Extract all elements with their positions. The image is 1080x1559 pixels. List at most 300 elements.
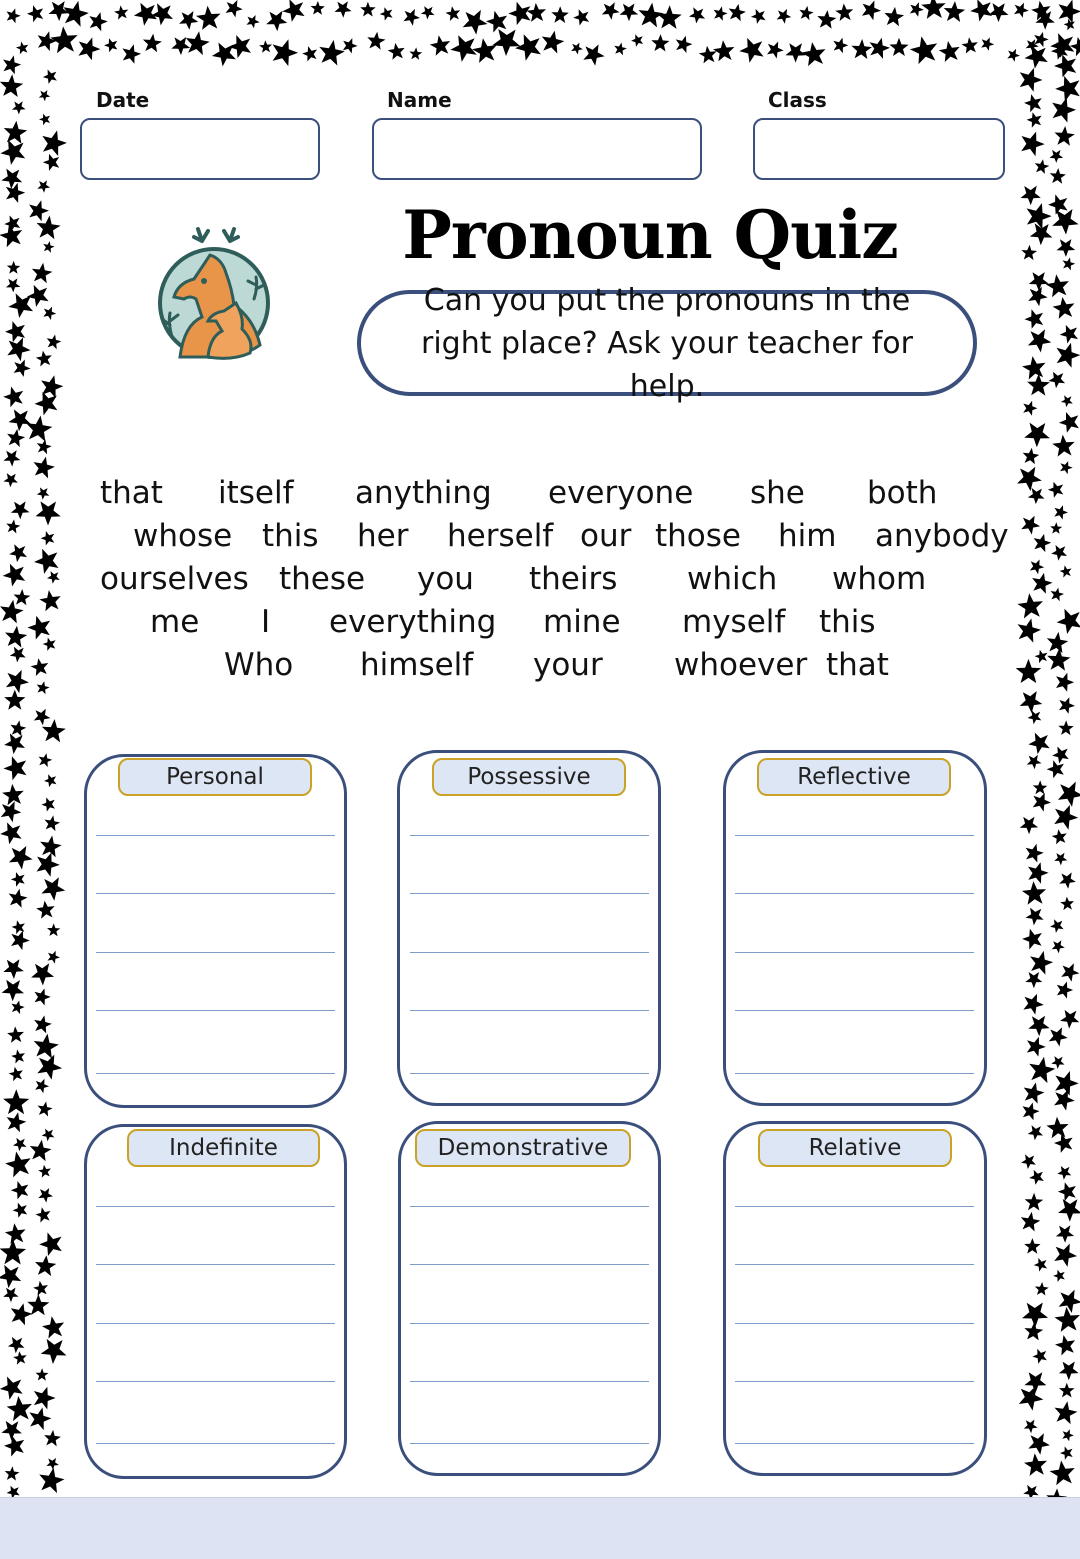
possessive-answer-box[interactable] [397,750,661,1106]
star-icon [1034,32,1049,47]
answer-line [735,1323,974,1324]
star-icon [1025,1193,1044,1211]
star-icon [36,1368,49,1380]
star-icon [1054,853,1067,866]
star-icon [713,40,734,61]
star-icon [37,439,52,454]
star-icon [573,9,589,25]
star-icon [1021,1212,1041,1232]
star-icon [42,1316,64,1338]
star-icon [1060,897,1074,911]
star-icon [34,709,51,726]
word: everyone [548,475,694,511]
answer-line [410,835,649,836]
word: herself [447,518,554,554]
star-icon [3,959,24,979]
star-icon [1026,844,1044,863]
star-icon [44,1430,61,1447]
star-icon [799,6,813,20]
star-icon [1030,951,1053,975]
star-icon [1023,448,1040,464]
star-icon [1059,872,1076,888]
star-icon [34,549,59,574]
class-label: Class [768,88,827,112]
star-icon [14,589,31,605]
star-icon [835,4,853,22]
word: anybody [875,518,1009,554]
star-icon [1022,881,1046,905]
star-icon [78,37,100,60]
star-icon [4,1436,24,1457]
star-icon [47,923,60,936]
word: I [261,604,271,640]
answer-line [735,1073,974,1074]
star-icon [38,1188,53,1203]
word: whom [832,561,927,597]
star-icon [1024,1420,1038,1434]
star-icon [186,31,210,55]
star-icon [1028,1016,1049,1036]
star-icon [1058,1182,1076,1201]
star-icon [36,901,55,919]
star-icon [1,169,22,189]
star-icon [7,1112,27,1132]
star-icon [0,822,21,844]
star-icon [31,963,54,985]
personal-answer-box[interactable] [84,754,347,1108]
word: theirs [529,561,618,597]
star-icon [1053,297,1075,319]
star-icon [1059,0,1080,23]
star-icon [14,360,31,377]
star-icon [8,1337,25,1353]
star-icon [38,31,57,51]
star-icon [48,951,61,964]
indefinite-answer-box[interactable] [84,1124,347,1479]
word: that [826,647,889,683]
star-icon [37,1055,62,1080]
star-icon [620,4,639,22]
star-icon [1057,343,1080,368]
star-icon [1053,1270,1065,1282]
star-icon [179,11,198,30]
star-icon [1023,994,1043,1015]
star-icon [1054,805,1078,830]
star-icon [1047,632,1068,653]
star-icon [4,756,27,780]
star-icon [729,4,746,21]
star-icon [1050,168,1066,184]
answer-line [96,1206,335,1207]
star-icon [1020,68,1043,92]
star-icon [1054,54,1076,77]
answer-line [96,1381,335,1382]
star-icon [380,7,393,20]
star-icon [403,9,420,26]
category-tag-possessive: Possessive [432,758,626,796]
answer-line [410,952,649,953]
answer-line [735,1206,974,1207]
star-icon [27,1294,49,1315]
star-icon [1062,1429,1074,1441]
star-icon [1024,1082,1045,1103]
star-icon [4,690,25,710]
word: Who [224,647,294,683]
star-icon [41,797,55,811]
star-icon [64,1,89,27]
star-icon [32,263,53,284]
word: him [778,518,837,554]
star-icon [631,34,643,47]
star-icon [7,1396,32,1421]
answer-line [96,952,335,953]
star-icon [13,1203,28,1218]
star-icon [676,36,693,53]
answer-line [735,835,974,836]
star-icon [1024,1238,1040,1254]
star-icon [39,114,50,126]
star-icon [29,1407,51,1430]
star-icon [42,1129,55,1142]
star-icon [36,351,52,367]
star-icon [0,1265,21,1288]
category-tag-relative: Relative [758,1129,952,1167]
star-icon [41,531,55,545]
star-icon [302,46,317,61]
answer-line [735,893,974,894]
star-icon [47,571,60,584]
star-icon [1016,659,1041,683]
star-icon [657,5,682,29]
star-icon [1058,720,1073,735]
star-icon [1060,1446,1073,1459]
star-icon [39,90,50,101]
star-icon [1052,98,1076,123]
word: she [750,475,805,511]
star-icon [1054,1134,1073,1153]
star-icon [1050,522,1062,534]
star-icon [515,34,541,61]
answer-line [410,1010,649,1011]
star-icon [1019,1386,1044,1411]
star-icon [1050,919,1064,933]
star-icon [739,38,763,63]
star-icon [3,387,23,408]
star-icon [1052,747,1069,764]
star-icon [43,241,54,253]
star-icon [104,38,117,52]
word: your [533,647,603,683]
star-icon [1047,760,1064,778]
star-icon [817,10,836,29]
deer-logo-icon [150,225,278,365]
star-icon [311,1,325,15]
answer-line [410,1443,649,1444]
category-tag-reflective: Reflective [757,758,951,796]
star-icon [34,1034,59,1059]
star-icon [1032,573,1052,594]
star-icon [3,450,20,466]
star-icon [1050,150,1064,163]
star-icon [1028,287,1047,307]
answer-line [410,1073,649,1074]
star-icon [1033,793,1051,812]
star-icon [1057,982,1073,999]
date-label: Date [96,88,150,112]
word: those [655,518,741,554]
star-icon [43,307,56,320]
word: everything [329,604,497,640]
star-icon [1017,467,1042,491]
star-icon [6,519,20,533]
star-icon [44,774,57,787]
word: her [357,518,409,554]
star-icon [1028,862,1049,884]
star-icon [446,6,461,21]
star-icon [1023,1103,1040,1121]
star-icon [1051,588,1064,602]
star-icon [1027,1037,1046,1057]
page-title: Pronoun Quiz [402,196,898,274]
star-icon [36,1207,51,1222]
answer-line [410,1264,649,1265]
star-icon [11,1001,24,1015]
star-icon [1017,593,1043,618]
star-icon [1057,1166,1071,1180]
star-icon [833,38,848,54]
star-icon [1029,1057,1055,1083]
star-icon [10,647,26,663]
star-icon [801,42,825,66]
star-icon [196,6,221,30]
answer-line [410,1381,649,1382]
star-icon [367,32,385,50]
star-icon [1020,691,1043,713]
star-icon [602,2,620,20]
star-icon [1018,618,1042,642]
answer-line [96,1073,335,1074]
word: itself [218,475,294,511]
star-icon [1051,545,1067,561]
star-icon [1060,325,1078,344]
word: me [150,604,200,640]
star-icon [1061,963,1079,981]
star-icon [0,1239,26,1264]
star-icon [37,681,50,694]
star-icon [962,37,978,53]
star-icon [527,3,546,22]
star-icon [1048,482,1063,498]
star-icon [486,11,507,33]
star-icon [1033,780,1048,794]
star-icon [38,1102,53,1117]
instructions-text: Can you put the pronouns in the right place? Ask your teacher for help. [357,290,977,396]
star-icon [1024,423,1050,448]
answer-line [96,1264,335,1265]
star-icon [1064,19,1075,31]
star-icon [1007,49,1020,62]
answer-line [96,1323,335,1324]
star-icon [39,1232,62,1256]
star-icon [0,74,23,97]
star-icon [319,40,345,66]
star-icon [1059,1362,1079,1381]
star-icon [8,293,33,318]
answer-line [96,1443,335,1444]
star-icon [7,8,21,23]
star-icon [472,38,497,63]
star-icon [27,5,43,22]
star-icon [43,638,56,651]
star-icon [4,121,27,144]
star-icon [3,564,26,587]
star-icon [689,7,705,23]
star-icon [981,37,994,50]
star-icon [42,130,67,156]
star-icon [970,0,992,21]
reflective-answer-box[interactable] [723,750,987,1106]
star-icon [1021,516,1040,535]
star-icon [1,1421,22,1441]
star-icon [889,38,908,56]
star-icon [492,29,520,56]
star-icon [1055,126,1075,146]
star-icon [3,1288,18,1303]
star-icon [1049,372,1066,389]
demonstrative-answer-box[interactable] [398,1121,661,1476]
star-icon [34,457,55,479]
star-icon [39,753,53,767]
star-icon [47,335,62,350]
name-field[interactable] [372,118,702,180]
star-icon [37,853,60,877]
word: whoever [674,647,808,683]
word: anything [355,475,492,511]
star-icon [13,1138,27,1151]
word: ourselves [100,561,249,597]
star-icon [1061,395,1073,407]
star-icon [9,846,33,870]
star-icon [1023,401,1037,416]
star-icon [1,801,22,822]
star-icon [583,44,604,65]
star-icon [7,261,20,274]
category-tag-demonstrative: Demonstrative [415,1129,631,1167]
star-icon [35,988,51,1005]
category-tag-indefinite: Indefinite [127,1129,320,1167]
star-icon [409,47,422,60]
star-icon [714,6,728,20]
star-icon [1063,257,1076,270]
star-icon [0,140,25,165]
star-icon [1028,1125,1043,1140]
star-icon [9,409,31,431]
star-icon [1014,3,1029,18]
star-icon [939,41,960,62]
star-icon [1059,1290,1080,1313]
answer-line [96,893,335,894]
word: you [417,561,474,597]
star-icon [910,36,937,64]
star-icon [1021,132,1044,157]
star-icon [33,1281,48,1296]
star-icon [1028,1433,1050,1455]
date-field[interactable] [80,118,320,180]
star-icon [1050,33,1074,58]
star-icon [862,1,881,21]
star-icon [1025,972,1042,988]
relative-answer-box[interactable] [723,1121,987,1476]
star-icon [1057,609,1080,634]
star-icon [266,11,287,32]
star-icon [508,2,530,25]
star-icon [921,0,946,19]
star-icon [1054,505,1068,519]
word: which [687,561,778,597]
star-icon [16,42,29,55]
star-icon [1052,940,1065,953]
star-icon [39,590,60,611]
star-icon [1026,908,1044,926]
word: both [867,475,938,511]
star-icon [1035,650,1048,663]
star-icon [1055,1401,1078,1424]
answer-line [735,1443,974,1444]
star-icon [1029,1170,1044,1185]
star-icon [229,35,251,58]
star-icon [273,39,299,66]
star-icon [944,1,966,22]
answer-line [96,835,335,836]
star-icon [143,34,162,53]
star-icon [1047,648,1070,671]
star-icon [1035,159,1050,174]
word: this [262,518,319,554]
star-icon [1028,710,1042,724]
star-icon [46,1458,59,1470]
star-icon [1054,1244,1077,1267]
star-icon [463,10,488,35]
star-icon [2,784,24,805]
star-icon [42,719,66,742]
star-icon [9,889,28,908]
star-icon [10,720,26,736]
star-icon [122,44,141,64]
word: these [279,561,366,597]
star-icon [1034,1258,1047,1272]
star-icon [282,0,304,22]
star-icon [29,200,49,221]
star-icon [34,1015,52,1033]
star-icon [430,35,450,56]
star-icon [5,626,27,648]
star-icon [1021,186,1041,206]
star-icon [11,501,30,519]
star-icon [1055,76,1080,102]
star-icon [50,26,77,53]
bottom-bar [0,1497,1080,1559]
class-field[interactable] [753,118,1005,180]
star-icon [1056,1225,1074,1243]
star-icon [26,416,52,442]
star-icon [4,733,25,754]
star-icon [6,670,29,693]
category-tag-personal: Personal [118,758,312,796]
star-icon [1022,356,1045,379]
star-icon [699,46,717,64]
star-icon [1059,697,1075,714]
star-icon [1046,274,1069,297]
